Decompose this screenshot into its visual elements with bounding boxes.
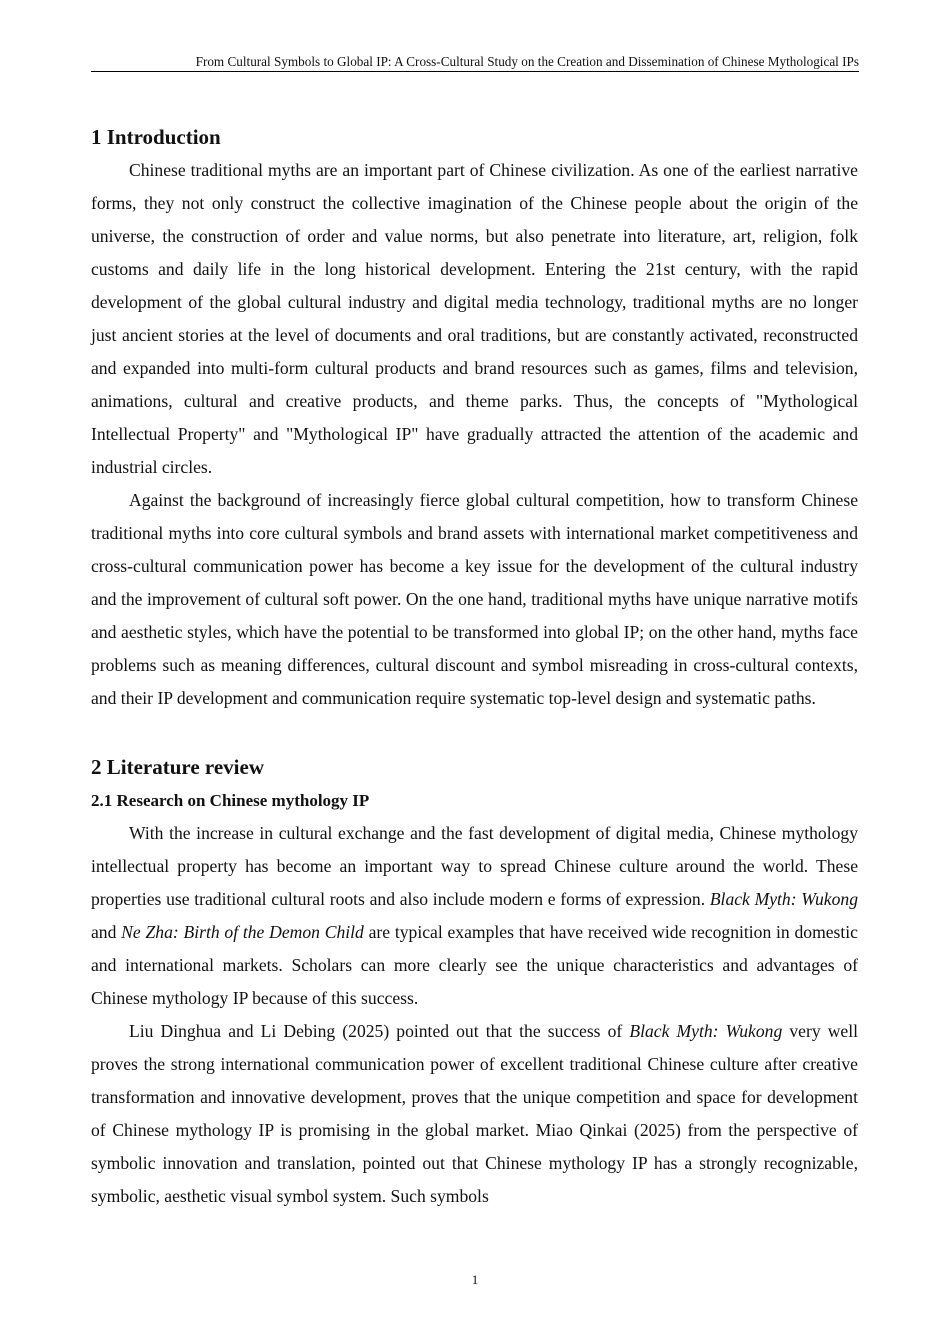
text-run: With the increase in cultural exchange and the fast development of digital media, Chinese mythology intellectual property has become an important way to spread Chinese culture around the world. These properties use traditional cultural roots and also include modern e forms of expression.: [91, 823, 858, 909]
work-title: Black Myth: Wukong: [709, 889, 858, 909]
work-title: Ne Zha: Birth of the Demon Child: [121, 922, 364, 942]
subsection-heading: 2.1 Research on Chinese mythology IP: [91, 791, 370, 810]
section-spacer: [91, 715, 858, 751]
text-run: are typical examples that have received wide recognition in domestic and international markets. Scholars can more clearly see the unique characteristics and advantages of Chinese mythology IP because of this success.: [91, 922, 858, 1008]
running-header: [91, 54, 859, 72]
page-content: [91, 121, 858, 1213]
text-run: and: [91, 922, 122, 942]
paragraph: Against the background of increasingly fierce global cultural competition, how to transform Chinese traditional myths into core cultural symbols and brand assets with international market competitiveness and cross-cultural communication power has become a key issue for the development of the cultural industry and the improvement of cultural soft power. On the one hand, traditional myths have unique narrative motifs and aesthetic styles, which have the potential to be transformed into global IP; on the other hand, myths face problems such as meaning differences, cultural discount and symbol misreading in cross-cultural contexts, and their IP development and communication require systematic top-level design and systematic paths.: [91, 490, 858, 708]
paragraph: [91, 1015, 858, 1213]
paragraph: Chinese traditional myths are an important part of Chinese civilization. As one of the earliest narrative forms, they not only construct the collective imagination of the Chinese people about the origin of the universe, the construction of order and value norms, but also penetrate into literature, art, religion, folk customs and daily life in the long historical development. Entering the 21st century, with the rapid development of the global cultural industry and digital media technology, traditional myths are no longer just ancient stories at the level of documents and oral traditions, but are constantly activated, reconstructed and expanded into multi-form cultural products and brand resources such as games, films and television, animations, cultural and creative products, and theme parks. Thus, the concepts of "Mythological Intellectual Property" and "Mythological IP" have gradually attracted the attention of the academic and industrial circles.: [91, 160, 858, 477]
paragraph: [91, 817, 858, 1015]
section-heading-literature-review: 2 Literature review: [91, 755, 264, 779]
text-run: very well proves the strong international communication power of excellent traditional Chinese culture after creative transformation and innovative development, proves that the unique competition and space for development of Chinese mythology IP is promising in the global market. Miao Qinkai (2025) from the perspective of symbolic innovation and translation, pointed out that Chinese mythology IP has a strongly recognizable, symbolic, aesthetic visual symbol system. Such symbols: [91, 1021, 858, 1206]
running-title: From Cultural Symbols to Global IP: A Cross-Cultural Study on the Creation and Dissemination of Chinese Mythological IPs: [195, 54, 859, 69]
section-heading-introduction: 1 Introduction: [91, 125, 221, 149]
text-run: Liu Dinghua and Li Debing (2025) pointed out that the success of: [129, 1021, 630, 1041]
page-number: 1: [471, 1272, 479, 1287]
work-title: Black Myth: Wukong: [629, 1021, 783, 1041]
